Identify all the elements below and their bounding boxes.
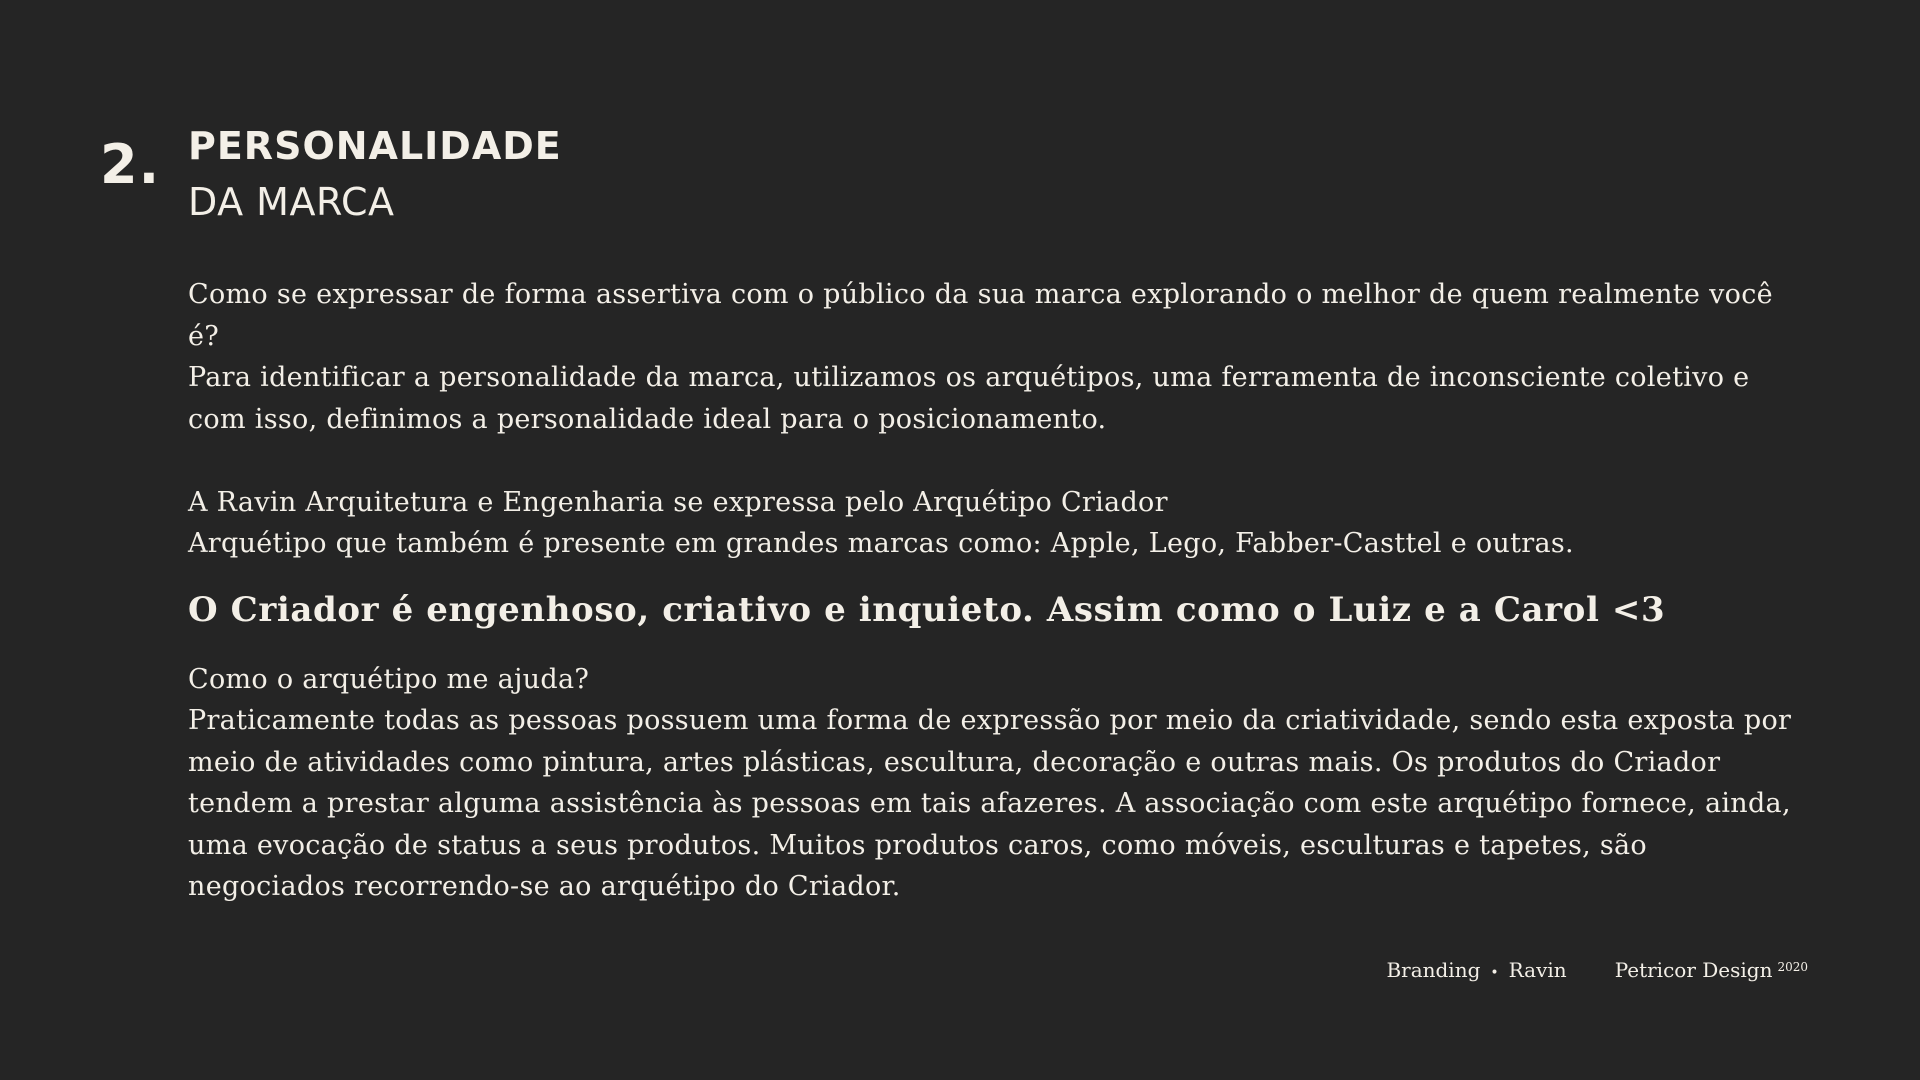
intro-paragraph: Para identificar a personalidade da marca, utilizamos os arquétipos, uma ferramenta de inconsciente coletivo e com isso, definimos a personalidade ideal para o posicionamento. — [188, 362, 1750, 435]
spacer — [188, 440, 1808, 482]
footer-client: Ravin — [1508, 958, 1567, 982]
archetype-statement: A Ravin Arquitetura e Engenharia se expressa pelo Arquétipo Criador — [188, 486, 1168, 518]
footer — [1386, 958, 1808, 982]
section-title-line1: PERSONALIDADE — [188, 124, 562, 168]
footer-studio: Petricor Design — [1614, 958, 1773, 982]
section-title — [188, 118, 562, 230]
intro-question: Como se expressar de forma assertiva com o público da sua marca explorando o melhor de quem realmente você é? — [188, 279, 1773, 352]
footer-year: 2020 — [1777, 960, 1808, 974]
body-content — [188, 274, 1808, 908]
footer-separator: • — [1490, 965, 1499, 981]
help-question: Como o arquétipo me ajuda? — [188, 663, 590, 695]
footer-project: Branding — [1386, 958, 1481, 982]
section-title-line2: DA MARCA — [188, 180, 395, 224]
archetype-brands: Arquétipo que também é presente em grandes marcas como: Apple, Lego, Fabber-Casttel e outras. — [188, 528, 1574, 559]
section-number: 2. — [100, 133, 161, 196]
help-paragraph: Praticamente todas as pessoas possuem uma forma de expressão por meio da criatividade, sendo esta exposta por meio de atividades como pintura, artes plásticas, escultura, decoração e outras mais. Os produtos do Criador tendem a prestar alguma assistência às pessoas em tais afazeres. A associação com este arquétipo fornece, ainda, uma evocação de status a seus produtos. Muitos produtos caros, como móveis, esculturas e tapetes, são negociados recorrendo-se ao arquétipo do Criador. — [188, 705, 1792, 902]
highlight-statement: O Criador é engenhoso, criativo e inquieto. Assim como o Luiz e a Carol <3 — [188, 589, 1666, 630]
